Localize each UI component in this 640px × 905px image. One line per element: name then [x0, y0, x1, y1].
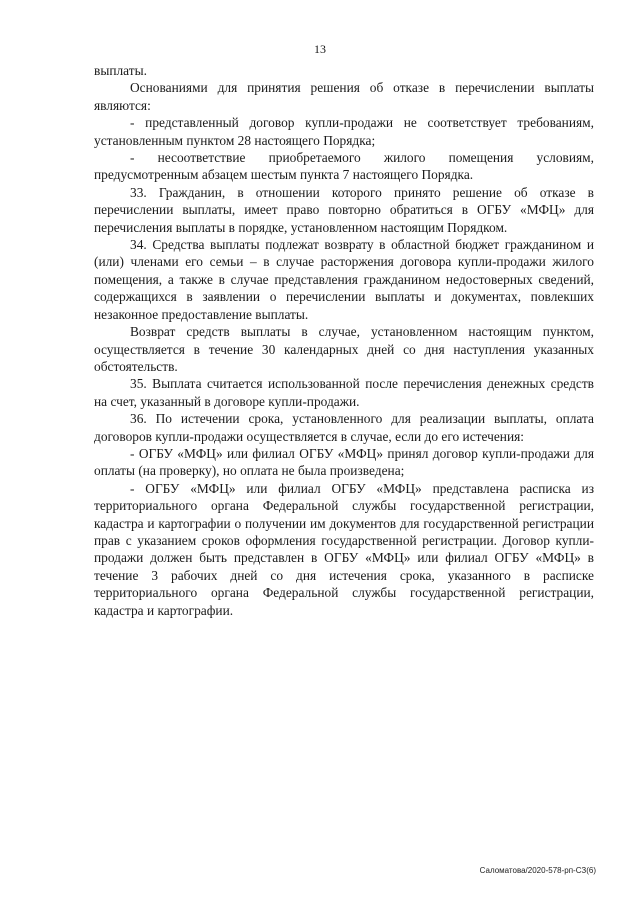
list-item-receipt-presented: - ОГБУ «МФЦ» или филиал ОГБУ «МФЦ» представлена расписка из территориального органа Федеральной службы государственной регистрации, кадастра и картографии о получении им документов для государственной регистрации прав с указанием сроков оформления государственной регистрации. Договор купли-продажи должен быть представлен в ОГБУ «МФЦ» или филиал ОГБУ «МФЦ» в течение 3 рабочих дней со дня истечения срока, указанного в расписке территориального органа Федеральной службы государственной регистрации, кадастра и картографии. — [94, 480, 594, 618]
paragraph-clause-34: 34. Средства выплаты подлежат возврату в областной бюджет гражданином и (или) членами его семьи – в случае расторжения договора купли-продажи жилого помещения, а также в случае представления гражданином недостоверных сведений, содержащихся в заявлении о перечислении выплаты и документах, повлекших незаконное предоставление выплаты. — [94, 237, 594, 322]
paragraph-clause-33: 33. Гражданин, в отношении которого принято решение об отказе в перечислении выплаты, имеет право повторно обратиться в ОГБУ «МФЦ» для перечисления выплаты в порядке, установленном настоящим Порядком. — [94, 184, 594, 235]
page-number: 13 — [314, 42, 326, 56]
paragraph-refusal-grounds: Основаниями для принятия решения об отказе в перечислении выплаты являются: — [94, 80, 594, 113]
paragraph-clause-35: 35. Выплата считается использованной после перечисления денежных средств на счет, указанный в договоре купли-продажи. — [94, 376, 594, 409]
list-item-housing-mismatch: - несоответствие приобретаемого жилого помещения условиям, предусмотренным абзацем шестым пункта 7 настоящего Порядка. — [94, 150, 594, 183]
list-item-contract-mismatch: - представленный договор купли-продажи не соответствует требованиям, установленным пунктом 28 настоящего Порядка; — [94, 115, 594, 148]
list-item-contract-accepted: - ОГБУ «МФЦ» или филиал ОГБУ «МФЦ» принял договор купли-продажи для оплаты (на проверку), но оплата не была произведена; — [94, 445, 594, 479]
document-body — [94, 62, 594, 619]
paragraph-continuation: выплаты. — [94, 63, 147, 78]
paragraph-clause-36: 36. По истечении срока, установленного для реализации выплаты, оплата договоров купли-продажи осуществляется в случае, если до его истечения: — [94, 411, 594, 444]
paragraph-refund-terms: Возврат средств выплаты в случае, установленном настоящим пунктом, осуществляется в течение 30 календарных дней со дня наступления указанных обстоятельств. — [94, 324, 594, 374]
document-footer-code: Саломатова/2020-578-рп-СЗ(6) — [479, 866, 596, 875]
